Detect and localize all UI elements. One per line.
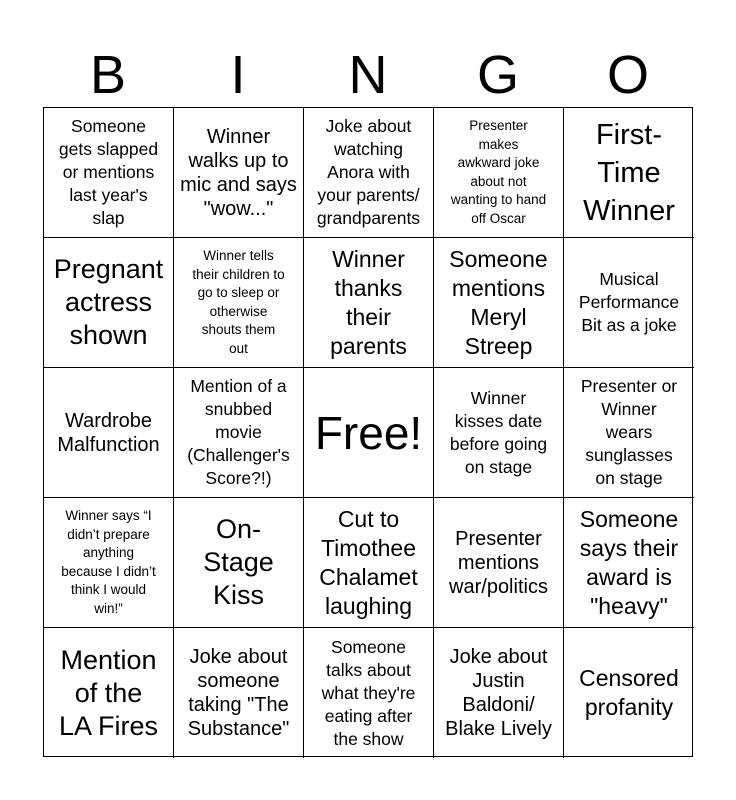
bingo-cell[interactable] — [304, 628, 434, 758]
header-letter-o: O — [606, 45, 649, 105]
bingo-cell[interactable] — [434, 238, 564, 368]
cell-text: Joke about watching Anora with your parents/ grandparents — [316, 116, 421, 228]
bingo-cell[interactable] — [174, 368, 304, 498]
bingo-cell[interactable] — [44, 108, 174, 238]
cell-text: Presenter mentions war/politics — [449, 527, 548, 598]
cell-text: First- Time Winner — [583, 118, 675, 227]
bingo-cell[interactable] — [434, 498, 564, 628]
bingo-cell[interactable] — [564, 498, 694, 628]
cell-text: Mention of a snubbed movie (Challenger's Score?!) — [187, 376, 290, 488]
bingo-cell[interactable] — [174, 628, 304, 758]
header-letter-i: I — [230, 45, 246, 105]
cell-text: Presenter or Winner wears sunglasses on stage — [580, 376, 678, 488]
bingo-cell[interactable] — [434, 368, 564, 498]
bingo-cell[interactable] — [44, 628, 174, 758]
free-cell[interactable] — [304, 368, 434, 498]
bingo-cell[interactable] — [44, 498, 174, 628]
cell-text: Mention of the LA Fires — [58, 644, 159, 741]
cell-text: Someone says their award is "heavy" — [579, 505, 679, 619]
cell-text: Joke about someone taking "The Substance" — [187, 646, 290, 740]
bingo-cell[interactable] — [174, 498, 304, 628]
bingo-cell[interactable] — [564, 238, 694, 368]
bingo-cell[interactable] — [44, 238, 174, 368]
cell-text: Someone talks about what they're eating after the show — [321, 636, 416, 749]
cell-text: Winner says “I didn’t prepare anything because I didn’t think I would win!” — [61, 508, 156, 616]
bingo-cell[interactable] — [174, 108, 304, 238]
header-letter-n: N — [348, 45, 388, 105]
cell-text: On- Stage Kiss — [203, 514, 274, 610]
bingo-board — [43, 107, 693, 757]
header-letter-b: B — [89, 45, 127, 105]
bingo-cell[interactable] — [564, 368, 694, 498]
bingo-cell[interactable] — [564, 628, 694, 758]
cell-text: Joke about Justin Baldoni/ Blake Lively — [445, 646, 552, 740]
bingo-cell[interactable] — [44, 368, 174, 498]
cell-text: Winner tells their children to go to sleep or otherwise shouts them out — [192, 248, 285, 356]
free-text: Free! — [314, 406, 423, 459]
cell-text: Someone mentions Meryl Streep — [449, 245, 548, 359]
cell-text: Musical Performance Bit as a joke — [578, 269, 680, 335]
bingo-cell[interactable] — [434, 108, 564, 238]
cell-text: Wardrobe Malfunction — [57, 409, 160, 456]
bingo-header — [43, 42, 693, 108]
cell-text: Cut to Timothee Chalamet laughing — [319, 505, 418, 619]
cell-text: Presenter makes awkward joke about not wanting to hand off Oscar — [450, 118, 547, 226]
cell-text: Pregnant actress shown — [53, 254, 164, 350]
bingo-cell[interactable] — [174, 238, 304, 368]
cell-text: Someone gets slapped or mentions last year's slap — [58, 116, 159, 228]
cell-text: Winner kisses date before going on stage — [449, 387, 548, 477]
cell-text: Winner thanks their parents — [330, 245, 407, 359]
bingo-cell[interactable] — [434, 628, 564, 758]
header-letter-g: G — [476, 45, 519, 105]
bingo-cell[interactable] — [304, 238, 434, 368]
bingo-cell[interactable] — [564, 108, 694, 238]
cell-text: Winner walks up to mic and says "wow..." — [180, 125, 297, 220]
bingo-cell[interactable] — [304, 498, 434, 628]
cell-text: Censored profanity — [579, 665, 679, 720]
bingo-cell[interactable] — [304, 108, 434, 238]
